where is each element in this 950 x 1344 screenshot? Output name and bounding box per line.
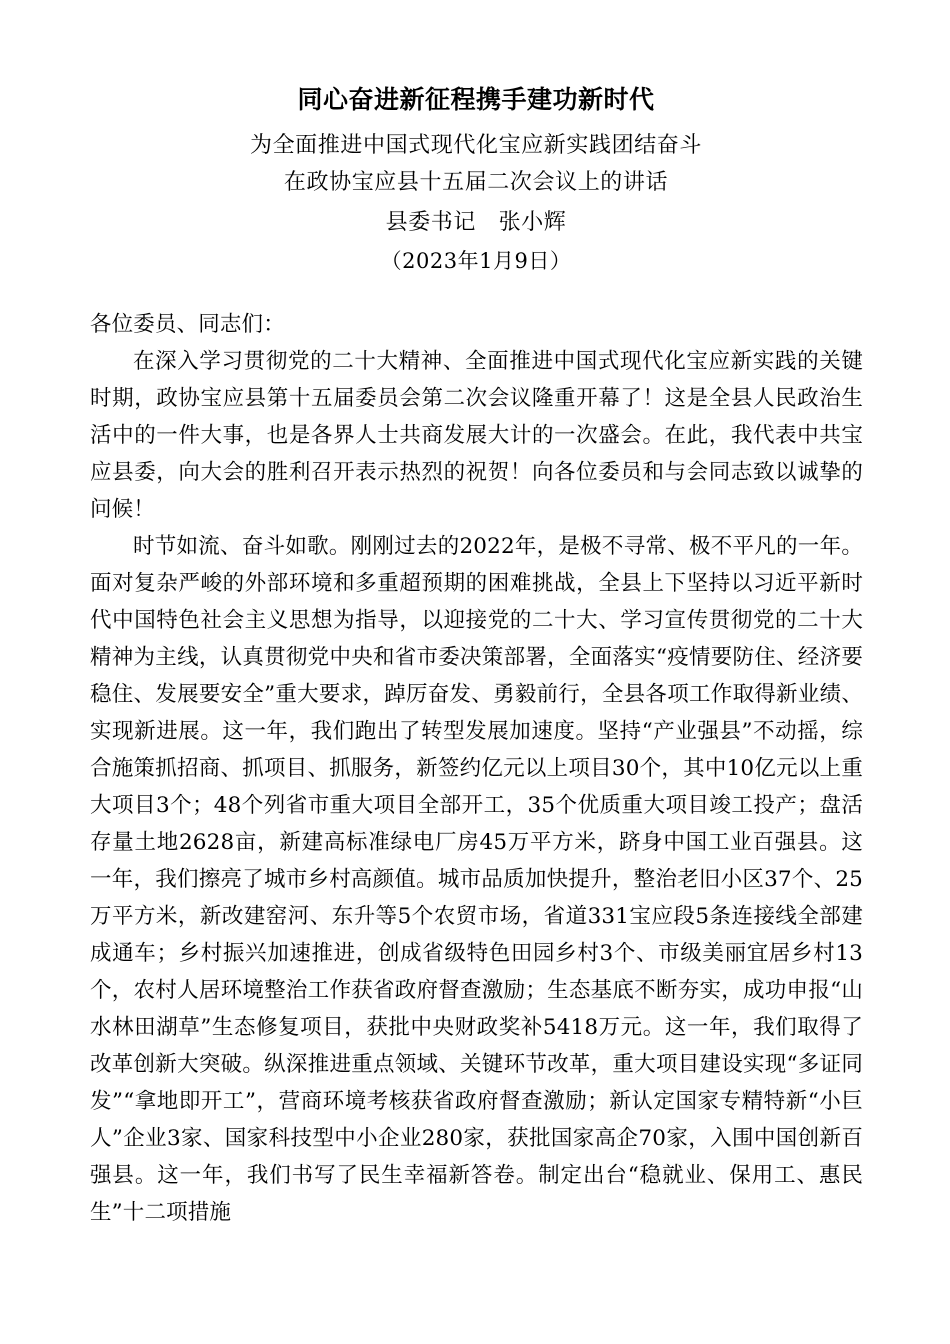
document-date: （2023年1月9日） <box>380 249 572 273</box>
document-subtitle-line-2: 在政协宝应县十五届二次会议上的讲话 <box>283 170 669 195</box>
document-main-title: 同心奋进新征程携手建功新时代 <box>297 85 655 114</box>
document-body <box>90 306 863 1231</box>
body-paragraph-1: 在深入学习贯彻党的二十大精神、全面推进中国式现代化宝应新实践的关键时期，政协宝应县第十五届委员会第二次会议隆重开幕了！这是全县人民政治生活中的一件大事，也是各界人士共商发展大计的一次盛会。在此，我代表中共宝应县委，向大会的胜利召开表示热烈的祝贺！向各位委员和与会同志致以诚挚的问候！ <box>90 349 863 522</box>
document-author: 县委书记 张小辉 <box>385 210 567 235</box>
document-subtitle-line-1: 为全面推进中国式现代化宝应新实践团结奋斗 <box>249 133 702 158</box>
document-title-block <box>88 82 864 280</box>
body-paragraph-2: 时节如流、奋斗如歌。刚刚过去的2022年，是极不寻常、极不平凡的一年。面对复杂严峻的外部环境和多重超预期的困难挑战，全县上下坚持以习近平新时代中国特色社会主义思想为指导，以迎接党的二十大、学习宣传贯彻党的二十大精神为主线，认真贯彻党中央和省市委决策部署，全面落实“疫情要防住、经济要稳住、发展要安全”重大要求，踔厉奋发、勇毅前行，全县各项工作取得新业绩、实现新进展。这一年，我们跑出了转型发展加速度。坚持“产业强县”不动摇，综合施策抓招商、抓项目、抓服务，新签约亿元以上项目30个，其中10亿元以上重大项目3个；48个列省市重大项目全部开工，35个优质重大项目竣工投产；盘活存量土地2628亩，新建高标准绿电厂房45万平方米，跻身中国工业百强县。这一年，我们擦亮了城市乡村高颜值。城市品质加快提升，整治老旧小区37个、25万平方米，新改建窑河、东升等5个农贸市场，省道331宝应段5条连接线全部建成通车；乡村振兴加速推进，创成省级特色田园乡村3个、市级美丽宜居乡村13个，农村人居环境整治工作获省政府督查激励；生态基底不断夯实，成功申报“山水林田湖草”生态修复项目，获批中央财政奖补5418万元。这一年，我们取得了改革创新大突破。纵深推进重点领域、关键环节改革，重大项目建设实现“多证同发”“拿地即开工”，营商环境考核获省政府督查激励；新认定国家专精特新“小巨人”企业3家、国家科技型中小企业280家，获批国家高企70家，入围中国创新百强县。这一年，我们书写了民生幸福新答卷。制定出台“稳就业、保用工、惠民生”十二项措施 <box>90 534 863 1225</box>
body-salutation: 各位委员、同志们： <box>90 312 285 337</box>
